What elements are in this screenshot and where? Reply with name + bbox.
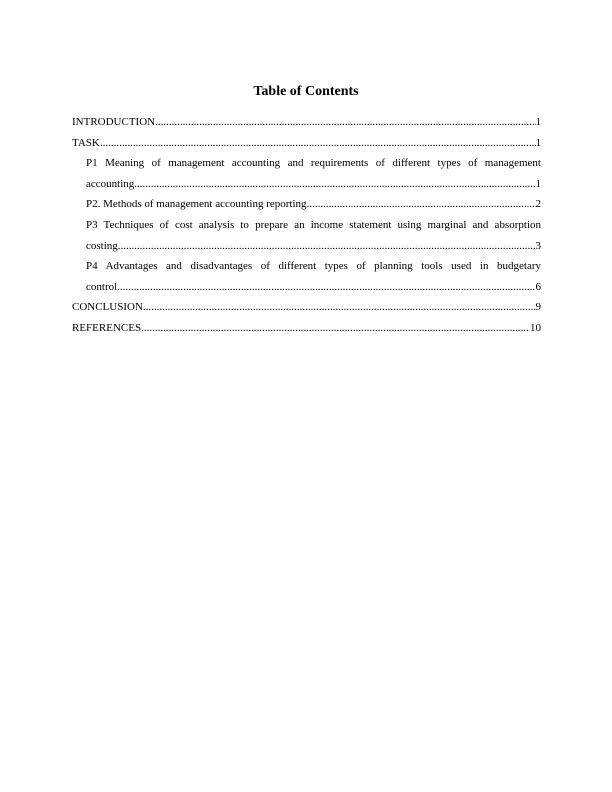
toc-entry-introduction[interactable]	[72, 112, 541, 133]
toc-page-number: 3	[535, 239, 541, 252]
toc-entry-last-line	[86, 277, 541, 298]
toc-entry-label-line2: costing	[86, 239, 118, 252]
toc-page-number: 1	[535, 116, 541, 128]
toc-entry-label-line1: P1 Meaning of management accounting and requirements of different types of management	[86, 157, 541, 170]
toc-entry-label: TASK	[72, 136, 100, 149]
table-of-contents	[72, 112, 541, 339]
toc-leader-dots	[134, 174, 535, 195]
toc-entry-label: INTRODUCTION	[72, 116, 156, 128]
toc-entry-conclusion[interactable]	[72, 297, 541, 318]
toc-title: Table of Contents	[253, 84, 359, 99]
toc-entry-label-line2: control	[86, 280, 118, 293]
toc-page-number: 9	[535, 301, 541, 314]
toc-leader-dots	[143, 297, 536, 318]
toc-leader-dots	[155, 112, 535, 133]
toc-entry-label: REFERENCES	[72, 321, 142, 334]
toc-page-number: 6	[535, 280, 541, 293]
toc-entry-references[interactable]	[72, 318, 541, 339]
toc-page-number: 10	[530, 321, 541, 334]
toc-entry-p2[interactable]	[72, 194, 541, 215]
toc-leader-dots	[307, 194, 536, 215]
toc-entry-label: CONCLUSION	[72, 301, 143, 314]
toc-page-number: 1	[535, 177, 541, 190]
toc-entry-p3[interactable]	[72, 215, 541, 256]
toc-entry-last-line	[86, 236, 541, 257]
toc-page-number: 2	[535, 198, 541, 211]
toc-entry-p4[interactable]	[72, 256, 541, 297]
toc-leader-dots	[118, 236, 536, 257]
toc-entry-label-line2: accounting	[86, 177, 135, 190]
toc-entry-last-line	[86, 174, 541, 195]
toc-entry-p1[interactable]	[72, 153, 541, 194]
toc-entry-label-line1: P4 Advantages and disadvantages of different types of planning tools used in budgetary	[86, 260, 541, 273]
toc-leader-dots	[117, 277, 535, 298]
toc-entry-label-line1: P3 Techniques of cost analysis to prepare an income statement using marginal and absorption	[86, 218, 541, 231]
toc-entry-task[interactable]	[72, 133, 541, 154]
toc-leader-dots	[141, 318, 530, 339]
toc-entry-label: P2. Methods of management accounting reporting	[86, 198, 307, 211]
toc-page-number: 1	[535, 136, 541, 149]
toc-leader-dots	[100, 133, 536, 154]
